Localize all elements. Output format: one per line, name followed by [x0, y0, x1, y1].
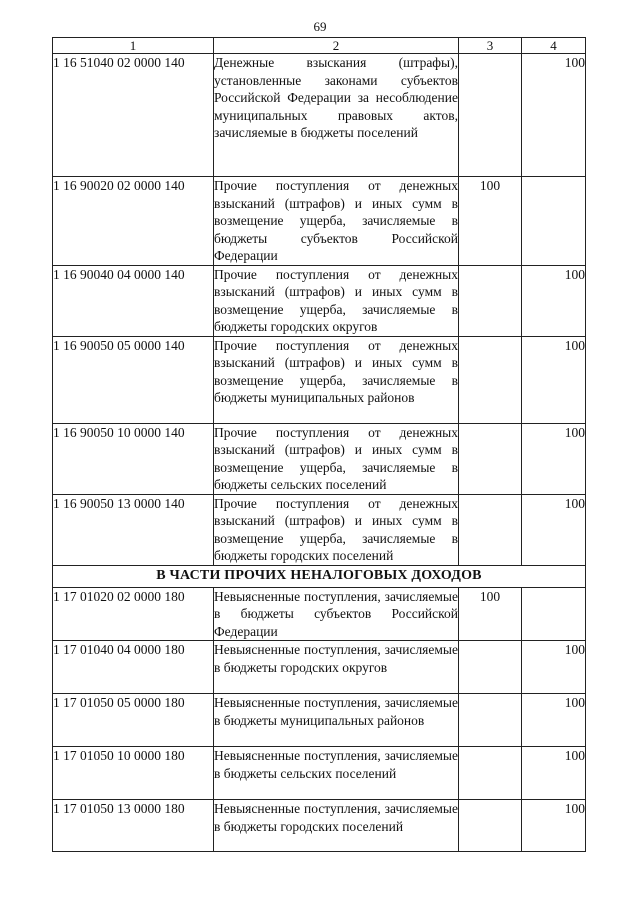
column-4-value: 100	[522, 265, 586, 336]
page-number: 69	[313, 19, 327, 34]
table-row	[53, 694, 586, 747]
column-3-value	[459, 54, 522, 177]
table-row	[53, 336, 586, 423]
column-3-value	[459, 800, 522, 852]
revenue-code: 1 16 51040 02 0000 140	[53, 54, 214, 177]
table-row	[53, 494, 586, 565]
column-3-value	[459, 494, 522, 565]
revenue-description: Прочие поступления от денежных взысканий (штрафов) и иных сумм в возмещение ущерба, зачисляемые в бюджеты муниципальных районов	[214, 336, 459, 423]
revenue-code: 1 16 90050 13 0000 140	[53, 494, 214, 565]
revenue-description: Прочие поступления от денежных взысканий (штрафов) и иных сумм в возмещение ущерба, зачисляемые в бюджеты субъектов Российской Федерации	[214, 178, 458, 263]
revenue-code: 1 17 01020 02 0000 180	[53, 587, 214, 641]
revenue-description: Денежные взыскания (штрафы), установленные законами субъектов Российской Федерации за несоблюдение муниципальных правовых актов, зачисляемые в бюджеты поселений	[214, 54, 459, 177]
revenue-description: Невыясненные поступления, зачисляемые в бюджеты городских поселений	[214, 800, 459, 852]
revenue-description: Прочие поступления от денежных взысканий (штрафов) и иных сумм в возмещение ущерба, зачисляемые в бюджеты сельских поселений	[214, 424, 458, 492]
revenue-description: Прочие поступления от денежных взысканий (штрафов) и иных сумм в возмещение ущерба, зачисляемые в бюджеты городских округов	[214, 266, 458, 334]
column-4-value: 100	[522, 800, 586, 852]
revenue-classification-table	[52, 37, 586, 852]
revenue-description: Невыясненные поступления, зачисляемые в бюджеты муниципальных районов	[214, 694, 459, 747]
column-number: 3	[459, 38, 522, 54]
column-3-value	[459, 336, 522, 423]
table-row	[53, 177, 586, 266]
revenue-code: 1 17 01040 04 0000 180	[53, 641, 214, 694]
revenue-code: 1 16 90050 05 0000 140	[53, 336, 214, 423]
column-4-value: 100	[522, 694, 586, 747]
column-4-value: 100	[522, 494, 586, 565]
column-3-value	[459, 747, 522, 800]
table-row	[53, 587, 586, 641]
revenue-code: 1 17 01050 13 0000 180	[53, 800, 214, 852]
revenue-description: Невыясненные поступления, зачисляемые в бюджеты городских округов	[214, 641, 459, 694]
column-3-value	[459, 265, 522, 336]
column-number: 4	[522, 38, 586, 54]
column-4-value: 100	[522, 641, 586, 694]
column-3-value: 100	[459, 177, 522, 266]
revenue-description: Прочие поступления от денежных взысканий (штрафов) и иных сумм в возмещение ущерба, зачисляемые в бюджеты городских поселений	[214, 495, 458, 563]
revenue-description: Невыясненные поступления, зачисляемые в бюджеты сельских поселений	[214, 747, 459, 800]
column-3-value	[459, 641, 522, 694]
table-row	[53, 423, 586, 494]
section-header-row	[53, 565, 586, 587]
column-4-value: 100	[522, 336, 586, 423]
revenue-code: 1 17 01050 10 0000 180	[53, 747, 214, 800]
column-3-value	[459, 423, 522, 494]
table-row	[53, 641, 586, 694]
column-number: 2	[214, 38, 459, 54]
table-row	[53, 265, 586, 336]
column-4-value	[522, 587, 586, 641]
column-4-value: 100	[522, 423, 586, 494]
column-4-value	[522, 177, 586, 266]
revenue-description: Невыясненные поступления, зачисляемые в бюджеты субъектов Российской Федерации	[214, 588, 458, 639]
section-title: В ЧАСТИ ПРОЧИХ НЕНАЛОГОВЫХ ДОХОДОВ	[53, 565, 586, 587]
column-number-row	[53, 38, 586, 54]
revenue-code: 1 16 90040 04 0000 140	[53, 265, 214, 336]
column-3-value: 100	[459, 587, 522, 641]
revenue-code: 1 16 90050 10 0000 140	[53, 423, 214, 494]
revenue-code: 1 16 90020 02 0000 140	[53, 177, 214, 266]
table-row	[53, 54, 586, 177]
revenue-code: 1 17 01050 05 0000 180	[53, 694, 214, 747]
table-row	[53, 800, 586, 852]
column-4-value: 100	[522, 747, 586, 800]
column-4-value: 100	[522, 54, 586, 177]
column-3-value	[459, 694, 522, 747]
table-row	[53, 747, 586, 800]
column-number: 1	[53, 38, 214, 54]
